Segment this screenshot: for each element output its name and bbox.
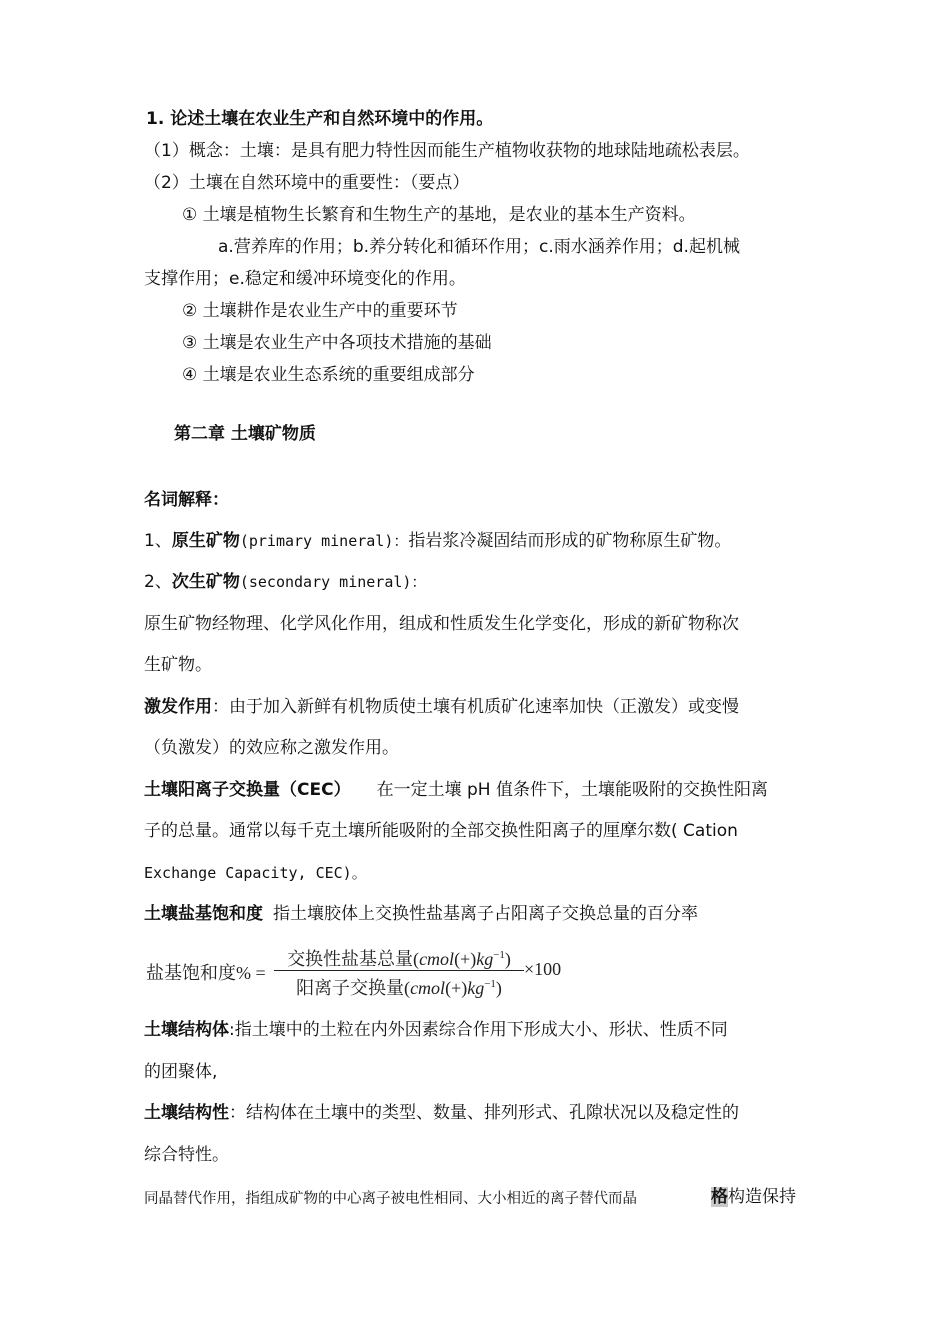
- term-name: 激发作用: [144, 697, 212, 717]
- concept-line: （1）概念：土壤：是具有肥力特性因而能生产植物收获物的地球陆地疏松表层。: [144, 141, 750, 161]
- soil-structure-def-b: 的团聚体,: [144, 1062, 218, 1082]
- term-soil-structure: [144, 1019, 728, 1041]
- term-definition: ：结构体在土壤中的类型、数量、排列形式、孔隙状况以及稳定性的: [229, 1103, 739, 1123]
- formula-numerator: 交换性盐基总量$(cmol(+)kg^{-1})$: [287, 949, 511, 969]
- priming-def-b: （负激发）的效应称之激发作用。: [144, 738, 399, 758]
- cec-def-c: Exchange Capacity, CEC)。: [144, 864, 367, 882]
- base-saturation-formula: [146, 944, 586, 1000]
- question-1-title: 1. 论述土壤在农业生产和自然环境中的作用。: [146, 109, 494, 129]
- point-4: ④ 土壤是农业生态系统的重要组成部分: [182, 365, 475, 385]
- point-1-sub-a: a.营养库的作用；b.养分转化和循环作用；c.雨水涵养作用；d.起机械: [218, 237, 740, 257]
- fraction-bar: [274, 970, 524, 971]
- term-name: 土壤结构体: [144, 1020, 229, 1040]
- term-definition: ：由于加入新鲜有机物质使土壤有机质矿化速率加快（正激发）或变慢: [212, 697, 739, 717]
- point-2: ② 土壤耕作是农业生产中的重要环节: [182, 301, 458, 321]
- term-english: (primary mineral)：: [239, 532, 409, 550]
- formula-lhs: 盐基饱和度% =: [146, 963, 266, 983]
- term-number: 1、: [144, 531, 172, 551]
- chapter-heading: 第二章 土壤矿物质: [174, 424, 316, 444]
- formula-rhs: ×100: [524, 959, 562, 979]
- term-base-saturation: [144, 903, 698, 925]
- cec-def-b: 子的总量。通常以每千克土壤所能吸附的全部交换性阳离子的厘摩尔数( Cation: [144, 821, 738, 841]
- soil-structurality-def-b: 综合特性。: [144, 1145, 229, 1165]
- term-name: 土壤结构性: [144, 1103, 229, 1123]
- term-cec: [144, 779, 768, 801]
- term-definition: 指岩浆冷凝固结而形成的矿物称原生矿物。: [408, 531, 732, 551]
- term-name: 次生矿物: [171, 572, 240, 592]
- terms-heading: 名词解释：: [144, 490, 229, 510]
- point-1: ① 土壤是植物生长繁育和生物生产的基地，是农业的基本生产资料。: [182, 205, 696, 225]
- isomorphous-substitution-line: 同晶替代作用，指组成矿物的中心离子被电性相同、大小相近的离子替代而晶: [144, 1191, 637, 1207]
- term-definition: 在一定土壤 pH 值条件下，土壤能吸附的交换性阳离: [376, 780, 768, 800]
- term-number: 2、: [144, 572, 172, 592]
- term-name: 土壤阳离子交换量（CEC）: [144, 780, 351, 800]
- isomorphous-substitution-tail: [711, 1186, 796, 1208]
- tail-text: 构造保持: [728, 1187, 796, 1207]
- importance-line: （2）土壤在自然环境中的重要性：（要点）: [144, 173, 470, 193]
- term-secondary-mineral: [144, 571, 426, 593]
- term-name: 土壤盐基饱和度: [144, 904, 263, 924]
- term-definition: 指土壤胶体上交换性盐基离子占阳离子交换总量的百分率: [273, 904, 698, 924]
- point-3: ③ 土壤是农业生产中各项技术措施的基础: [182, 333, 492, 353]
- secondary-mineral-def-b: 生矿物。: [144, 655, 212, 675]
- formula-denominator: 阳离子交换量$(cmol(+)kg^{-1})$: [296, 978, 502, 998]
- highlighted-char: 格: [711, 1187, 728, 1207]
- secondary-mineral-def-a: 原生矿物经物理、化学风化作用，组成和性质发生化学变化，形成的新矿物称次: [144, 614, 739, 634]
- point-1-sub-b: 支撑作用；e.稳定和缓冲环境变化的作用。: [144, 269, 466, 289]
- term-definition: :指土壤中的土粒在内外因素综合作用下形成大小、形状、性质不同: [229, 1020, 728, 1040]
- term-name: 原生矿物: [171, 531, 240, 551]
- term-priming-effect: [144, 696, 739, 718]
- term-soil-structurality: [144, 1102, 739, 1124]
- term-english: (secondary mineral)：: [239, 573, 427, 591]
- term-primary-mineral: [144, 530, 731, 552]
